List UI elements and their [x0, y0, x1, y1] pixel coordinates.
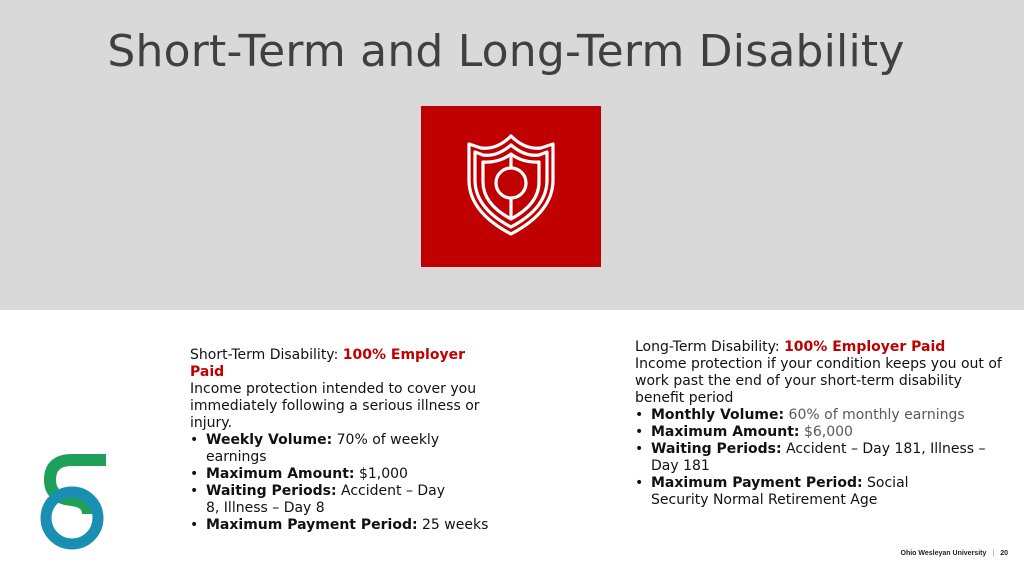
item-value: 25 weeks [417, 517, 489, 533]
ltd-employer-paid: 100% Employer Paid [784, 339, 946, 355]
item-label: Maximum Amount: [206, 466, 355, 482]
ltd-list [635, 407, 1005, 509]
std-employer-paid: 100% Employer Paid [190, 347, 465, 380]
footer [901, 550, 1008, 557]
list-item [635, 424, 1005, 441]
footer-org: Ohio Wesleyan University [900, 550, 987, 557]
item-label: Monthly Volume: [651, 407, 785, 423]
page-title: Short-Term and Long-Term Disability [107, 26, 905, 77]
list-item [635, 441, 1005, 475]
list-item [190, 466, 490, 483]
item-label: Maximum Amount: [651, 424, 800, 440]
item-value: Accident – Day 8, Illness – Day 8 [206, 483, 446, 516]
shield-icon-tile [421, 106, 601, 267]
footer-separator: | [992, 550, 995, 557]
ltd-heading [635, 339, 1005, 356]
list-item [190, 483, 446, 517]
std-heading [190, 347, 490, 381]
std-heading-label: Short-Term Disability: [190, 347, 343, 363]
item-value: 60% of monthly earnings [784, 407, 965, 423]
item-label: Maximum Payment Period: [206, 517, 418, 533]
item-value: $1,000 [354, 466, 408, 482]
list-item [635, 475, 951, 509]
ltd-heading-label: Long-Term Disability: [635, 339, 785, 355]
item-value: 70% of weekly earnings [206, 432, 440, 465]
item-value: Accident – Day 181, Illness – Day 181 [651, 441, 986, 474]
item-value: Social Security Normal Retirement Age [651, 475, 909, 508]
item-label: Weekly Volume: [206, 432, 333, 448]
item-label: Maximum Payment Period: [651, 475, 863, 491]
long-term-disability-section [635, 339, 1005, 509]
owu-logo [38, 452, 110, 556]
ltd-description: Income protection if your condition keeps you out of work past the end of your short-term disability benefit period [635, 356, 1002, 406]
list-item [635, 407, 1005, 424]
shield-icon [461, 130, 561, 240]
std-list [190, 432, 490, 534]
item-label: Waiting Periods: [651, 441, 782, 457]
list-item [190, 517, 490, 534]
page-number: 20 [1000, 550, 1008, 557]
item-value: $6,000 [799, 424, 853, 440]
list-item [190, 432, 490, 466]
std-description: Income protection intended to cover you immediately following a serious illness or injury. [190, 381, 480, 431]
short-term-disability-section [190, 347, 490, 534]
item-label: Waiting Periods: [206, 483, 337, 499]
